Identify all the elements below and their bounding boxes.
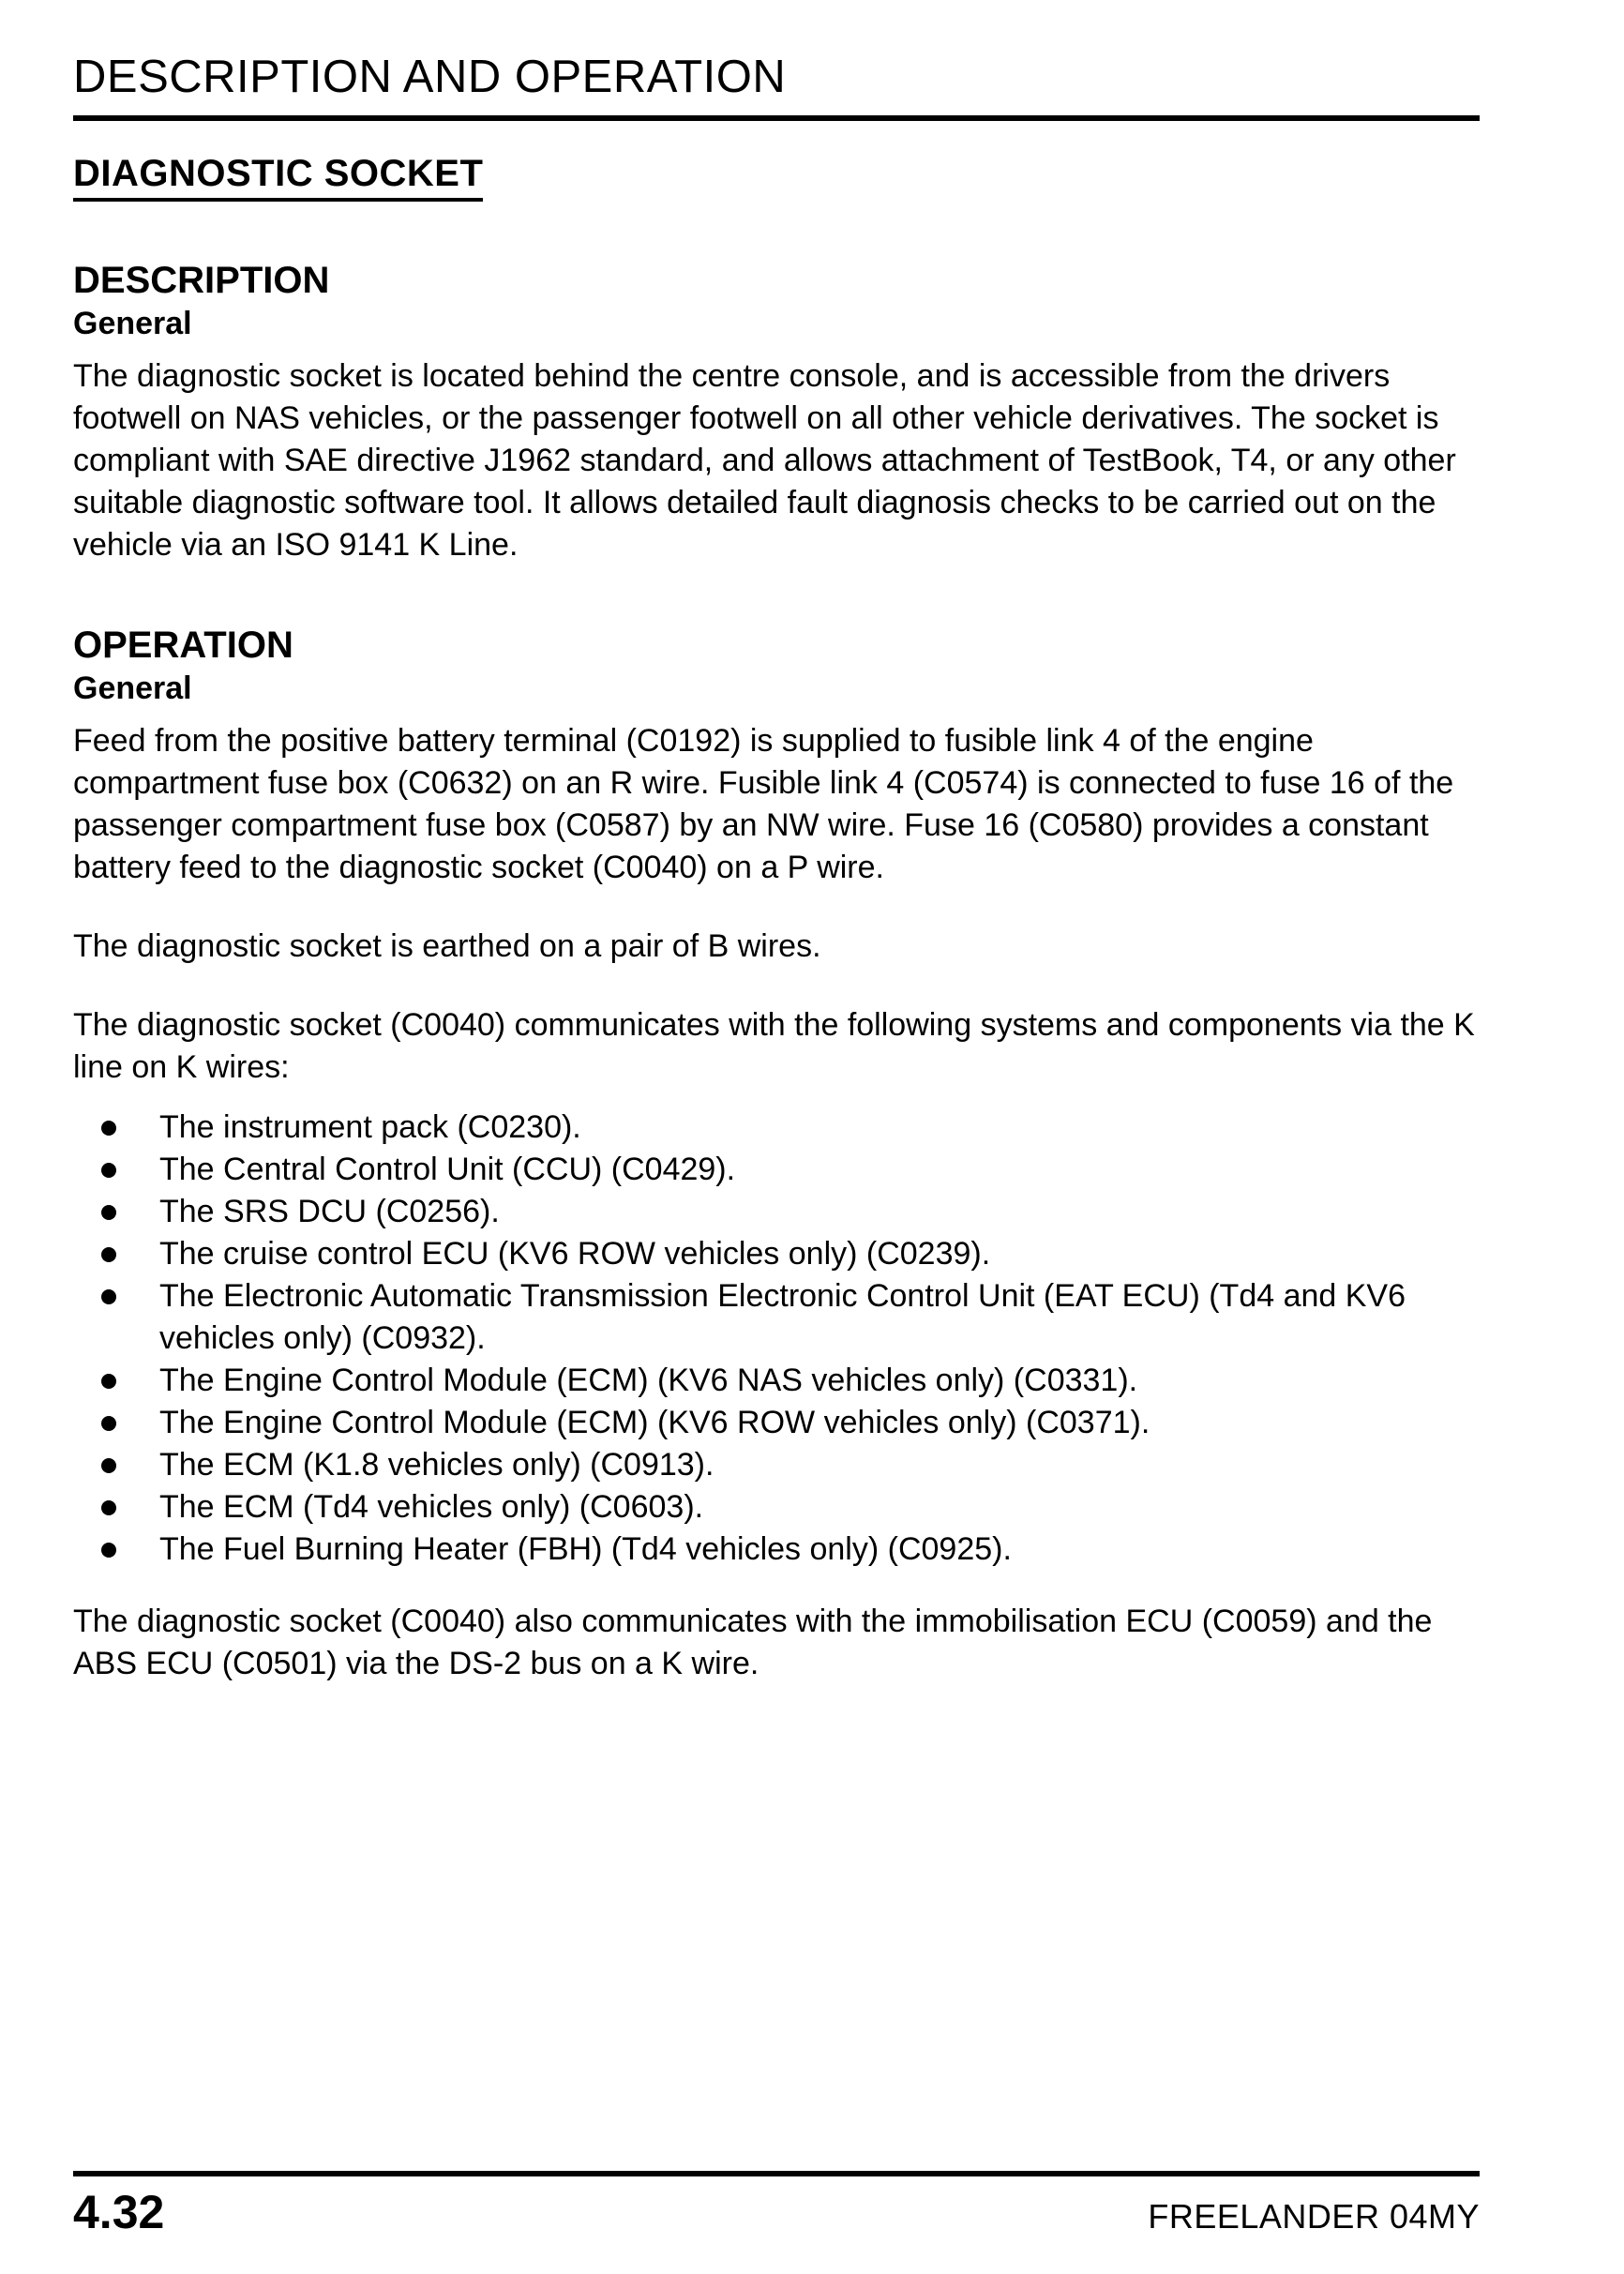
description-paragraph: The diagnostic socket is located behind the centre console, and is accessible from the drivers footwell on NAS vehicles, or the passenger footwell on all other vehicle derivatives. The socket is compliant with SAE directive J1962 standard, and allows attachment of TestBook, T4, or any other suitable diagnostic software tool. It allows detailed fault diagnosis checks to be carried out on the vehicle via an ISO 9141 K Line.	[73, 358, 1456, 563]
description-heading: DESCRIPTION	[73, 260, 330, 301]
footer	[73, 2186, 1480, 2238]
bullet-icon	[101, 1205, 116, 1220]
list-item-text: The Central Control Unit (CCU) (C0429).	[159, 1152, 736, 1187]
list-item	[73, 1275, 1480, 1360]
list-item	[73, 1486, 1480, 1529]
list-item-text: The Engine Control Module (ECM) (KV6 ROW vehicles only) (C0371).	[159, 1405, 1150, 1440]
list-item	[73, 1529, 1480, 1571]
footer-page-number: 4.32	[73, 2186, 165, 2238]
list-item	[73, 1360, 1480, 1402]
title-divider	[73, 115, 1480, 121]
list-item-text: The ECM (Td4 vehicles only) (C0603).	[159, 1489, 704, 1525]
operation-subheading: General	[73, 670, 192, 706]
bullet-icon	[101, 1543, 116, 1558]
list-item-text: The SRS DCU (C0256).	[159, 1194, 500, 1229]
footer-model-label: FREELANDER 04MY	[1148, 2197, 1480, 2236]
page-title: DESCRIPTION AND OPERATION	[73, 52, 787, 102]
list-item-text: The ECM (K1.8 vehicles only) (C0913).	[159, 1447, 714, 1483]
footer-divider	[73, 2171, 1480, 2176]
section-title: DIAGNOSTIC SOCKET	[73, 155, 483, 202]
list-item-text: The Fuel Burning Heater (FBH) (Td4 vehicles only) (C0925).	[159, 1531, 1012, 1567]
list-item-text: The Engine Control Module (ECM) (KV6 NAS vehicles only) (C0331).	[159, 1363, 1138, 1398]
bullet-icon	[101, 1458, 116, 1473]
list-item	[73, 1191, 1480, 1233]
systems-list	[73, 1107, 1480, 1571]
operation-heading: OPERATION	[73, 625, 293, 666]
list-item	[73, 1444, 1480, 1486]
bullet-icon	[101, 1289, 116, 1304]
bullet-icon	[101, 1416, 116, 1431]
bullet-icon	[101, 1163, 116, 1178]
list-item	[73, 1149, 1480, 1191]
bullet-icon	[101, 1121, 116, 1136]
list-item	[73, 1233, 1480, 1275]
bullet-icon	[101, 1374, 116, 1389]
bullet-icon	[101, 1500, 116, 1515]
bullet-icon	[101, 1247, 116, 1262]
operation-paragraph-comms: The diagnostic socket (C0040) communicates with the following systems and components via the K line on K wires:	[73, 1007, 1475, 1085]
operation-paragraph-feed: Feed from the positive battery terminal (C0192) is supplied to fusible link 4 of the engine compartment fuse box (C0632) on an R wire. Fusible link 4 (C0574) is connected to fuse 16 of the passenger compartment fuse box (C0587) by an NW wire. Fuse 16 (C0580) provides a constant battery feed to the diagnostic socket (C0040) on a P wire.	[73, 723, 1454, 885]
list-item-text: The cruise control ECU (KV6 ROW vehicles only) (C0239).	[159, 1236, 991, 1272]
description-subheading: General	[73, 306, 192, 341]
operation-paragraph-earth: The diagnostic socket is earthed on a pair of B wires.	[73, 928, 821, 964]
list-item-text: The Electronic Automatic Transmission Electronic Control Unit (EAT ECU) (Td4 and KV6 vehicles only) (C0932).	[159, 1278, 1406, 1356]
list-item	[73, 1402, 1480, 1444]
list-item	[73, 1107, 1480, 1149]
list-item-text: The instrument pack (C0230).	[159, 1109, 581, 1145]
operation-paragraph-ds2: The diagnostic socket (C0040) also communicates with the immobilisation ECU (C0059) and the ABS ECU (C0501) via the DS-2 bus on a K wire.	[73, 1604, 1433, 1681]
